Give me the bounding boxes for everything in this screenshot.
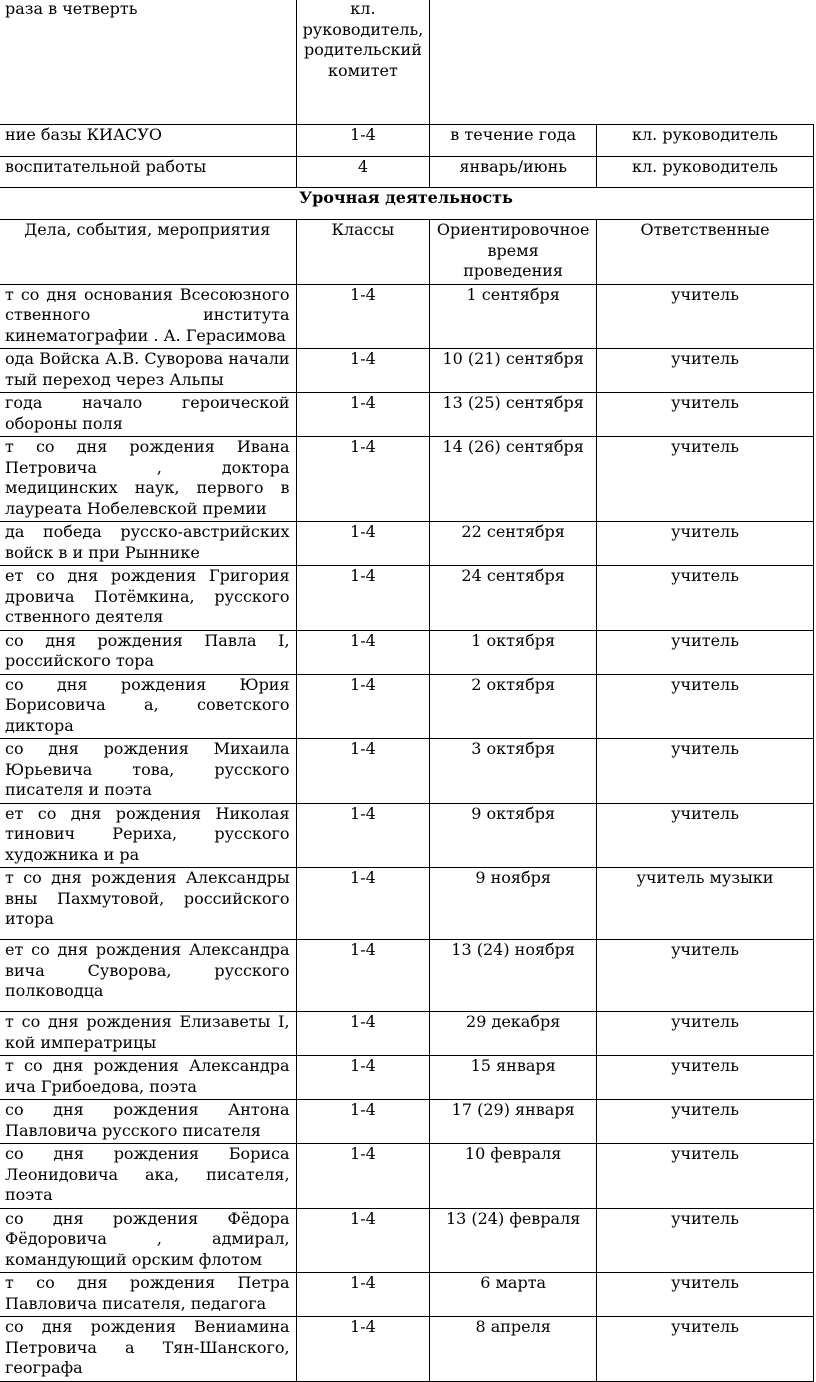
classes-cell: 1-4 <box>296 1056 430 1100</box>
event-cell: т со дня рождения Александра ича Грибоедова, поэта <box>0 1056 296 1100</box>
table-row <box>0 1056 814 1100</box>
event-cell: со дня рождения Михаила Юрьевича това, русского писателя и поэта <box>0 739 296 804</box>
time-cell: 13 (25) сентября <box>430 393 597 437</box>
classes-cell: 1-4 <box>296 1317 430 1382</box>
table-row-top-1 <box>0 125 814 157</box>
responsible-cell: учитель <box>597 437 814 522</box>
table-row <box>0 674 814 739</box>
responsible-cell: кл. руководитель <box>597 157 814 188</box>
time-cell: в течение года <box>430 125 597 157</box>
header-time: Ориентировочное время проведения <box>430 220 597 285</box>
time-cell: 1 сентября <box>430 284 597 349</box>
time-cell: 6 марта <box>430 1273 597 1317</box>
time-cell: 2 октября <box>430 674 597 739</box>
table-row <box>0 393 814 437</box>
time-cell: 17 (29) января <box>430 1100 597 1144</box>
classes-cell: 1-4 <box>296 1273 430 1317</box>
event-cell: воспитательной работы <box>0 157 296 188</box>
header-responsible: Ответственные <box>597 220 814 285</box>
responsible-cell: учитель <box>597 349 814 393</box>
empty-cell <box>597 0 814 125</box>
table-row <box>0 940 814 1012</box>
classes-cell: 4 <box>296 157 430 188</box>
classes-cell: 1-4 <box>296 868 430 940</box>
time-cell: 29 декабря <box>430 1012 597 1056</box>
time-cell: 24 сентября <box>430 566 597 631</box>
table-row <box>0 566 814 631</box>
responsible-cell: учитель <box>597 1100 814 1144</box>
responsible-cell: учитель <box>597 1056 814 1100</box>
event-cell: со дня рождения Юрия Борисовича а, советского диктора <box>0 674 296 739</box>
event-cell: ние базы КИАСУО <box>0 125 296 157</box>
table-row <box>0 522 814 566</box>
table-row <box>0 349 814 393</box>
event-cell: со дня рождения Фёдора Фёдоровича , адмирал, командующий орским флотом <box>0 1208 296 1273</box>
table-row <box>0 1012 814 1056</box>
time-cell: 9 октября <box>430 803 597 868</box>
classes-cell: 1-4 <box>296 1012 430 1056</box>
table-row <box>0 1100 814 1144</box>
event-cell: со дня рождения Бориса Леонидовича ака, писателя, поэта <box>0 1144 296 1209</box>
table-row <box>0 1144 814 1209</box>
time-cell: январь/июнь <box>430 157 597 188</box>
classes-cell: кл. руководитель, родительский комитет <box>296 0 430 125</box>
table-row <box>0 868 814 940</box>
classes-cell: 1-4 <box>296 1100 430 1144</box>
responsible-cell: учитель <box>597 566 814 631</box>
section-title: Урочная деятельность <box>0 188 814 220</box>
table-row-top-0 <box>0 0 814 125</box>
classes-cell: 1-4 <box>296 1208 430 1273</box>
event-cell: ет со дня рождения Александра вича Суворова, русского полководца <box>0 940 296 1012</box>
event-cell: т со дня рождения Александры вны Пахмутовой, российского итора <box>0 868 296 940</box>
event-cell: ет со дня рождения Григория дровича Потёмкина, русского ственного деятеля <box>0 566 296 631</box>
classes-cell: 1-4 <box>296 1144 430 1209</box>
responsible-cell: учитель <box>597 1317 814 1382</box>
event-cell: со дня рождения Антона Павловича русского писателя <box>0 1100 296 1144</box>
event-cell: т со дня основания Всесоюзного ственного института кинематографии . А. Герасимова <box>0 284 296 349</box>
time-cell: 10 февраля <box>430 1144 597 1209</box>
table-row <box>0 803 814 868</box>
event-cell: т со дня рождения Петра Павловича писателя, педагога <box>0 1273 296 1317</box>
responsible-cell: учитель <box>597 1208 814 1273</box>
event-cell: да победа русско-австрийских войск в и при Рыннике <box>0 522 296 566</box>
empty-cell <box>430 0 597 125</box>
responsible-cell: учитель <box>597 630 814 674</box>
event-cell: со дня рождения Вениамина Петровича а Тян-Шанского, географа <box>0 1317 296 1382</box>
classes-cell: 1-4 <box>296 566 430 631</box>
responsible-cell: учитель <box>597 1273 814 1317</box>
classes-cell: 1-4 <box>296 125 430 157</box>
classes-cell: 1-4 <box>296 522 430 566</box>
event-cell: года начало героической обороны поля <box>0 393 296 437</box>
responsible-cell: учитель <box>597 803 814 868</box>
table-row <box>0 1208 814 1273</box>
responsible-cell: учитель <box>597 1144 814 1209</box>
time-cell: 3 октября <box>430 739 597 804</box>
responsible-cell: учитель музыки <box>597 868 814 940</box>
responsible-cell: учитель <box>597 522 814 566</box>
header-event: Дела, события, мероприятия <box>0 220 296 285</box>
table-row <box>0 1317 814 1382</box>
responsible-cell: учитель <box>597 393 814 437</box>
time-cell: 1 октября <box>430 630 597 674</box>
responsible-cell: учитель <box>597 674 814 739</box>
time-cell: 14 (26) сентября <box>430 437 597 522</box>
classes-cell: 1-4 <box>296 803 430 868</box>
time-cell: 10 (21) сентября <box>430 349 597 393</box>
event-cell: ода Войска А.В. Суворова начали тый переход через Альпы <box>0 349 296 393</box>
time-cell: 13 (24) ноября <box>430 940 597 1012</box>
event-cell: т со дня рождения Елизаветы I, кой императрицы <box>0 1012 296 1056</box>
table-row <box>0 630 814 674</box>
classes-cell: 1-4 <box>296 739 430 804</box>
time-cell: 15 января <box>430 1056 597 1100</box>
responsible-cell: учитель <box>597 1012 814 1056</box>
event-cell: со дня рождения Павла I, российского тора <box>0 630 296 674</box>
time-cell: 13 (24) февраля <box>430 1208 597 1273</box>
responsible-cell: учитель <box>597 739 814 804</box>
table-row <box>0 1273 814 1317</box>
event-cell: ет со дня рождения Николая тинович Рериха, русского художника и ра <box>0 803 296 868</box>
responsible-cell: учитель <box>597 284 814 349</box>
table-row <box>0 284 814 349</box>
time-cell: 9 ноября <box>430 868 597 940</box>
classes-cell: 1-4 <box>296 940 430 1012</box>
table-row <box>0 739 814 804</box>
section-row <box>0 188 814 220</box>
time-cell: 8 апреля <box>430 1317 597 1382</box>
classes-cell: 1-4 <box>296 674 430 739</box>
classes-cell: 1-4 <box>296 437 430 522</box>
header-classes: Классы <box>296 220 430 285</box>
table-row <box>0 437 814 522</box>
responsible-cell: учитель <box>597 940 814 1012</box>
event-cell: раза в четверть <box>0 0 296 125</box>
header-row <box>0 220 814 285</box>
classes-cell: 1-4 <box>296 393 430 437</box>
classes-cell: 1-4 <box>296 630 430 674</box>
time-cell: 22 сентября <box>430 522 597 566</box>
classes-cell: 1-4 <box>296 284 430 349</box>
event-cell: т со дня рождения Ивана Петровича , доктора медицинских наук, первого в лауреата Нобелевской премии <box>0 437 296 522</box>
classes-cell: 1-4 <box>296 349 430 393</box>
table-row-top-2 <box>0 157 814 188</box>
responsible-cell: кл. руководитель <box>597 125 814 157</box>
